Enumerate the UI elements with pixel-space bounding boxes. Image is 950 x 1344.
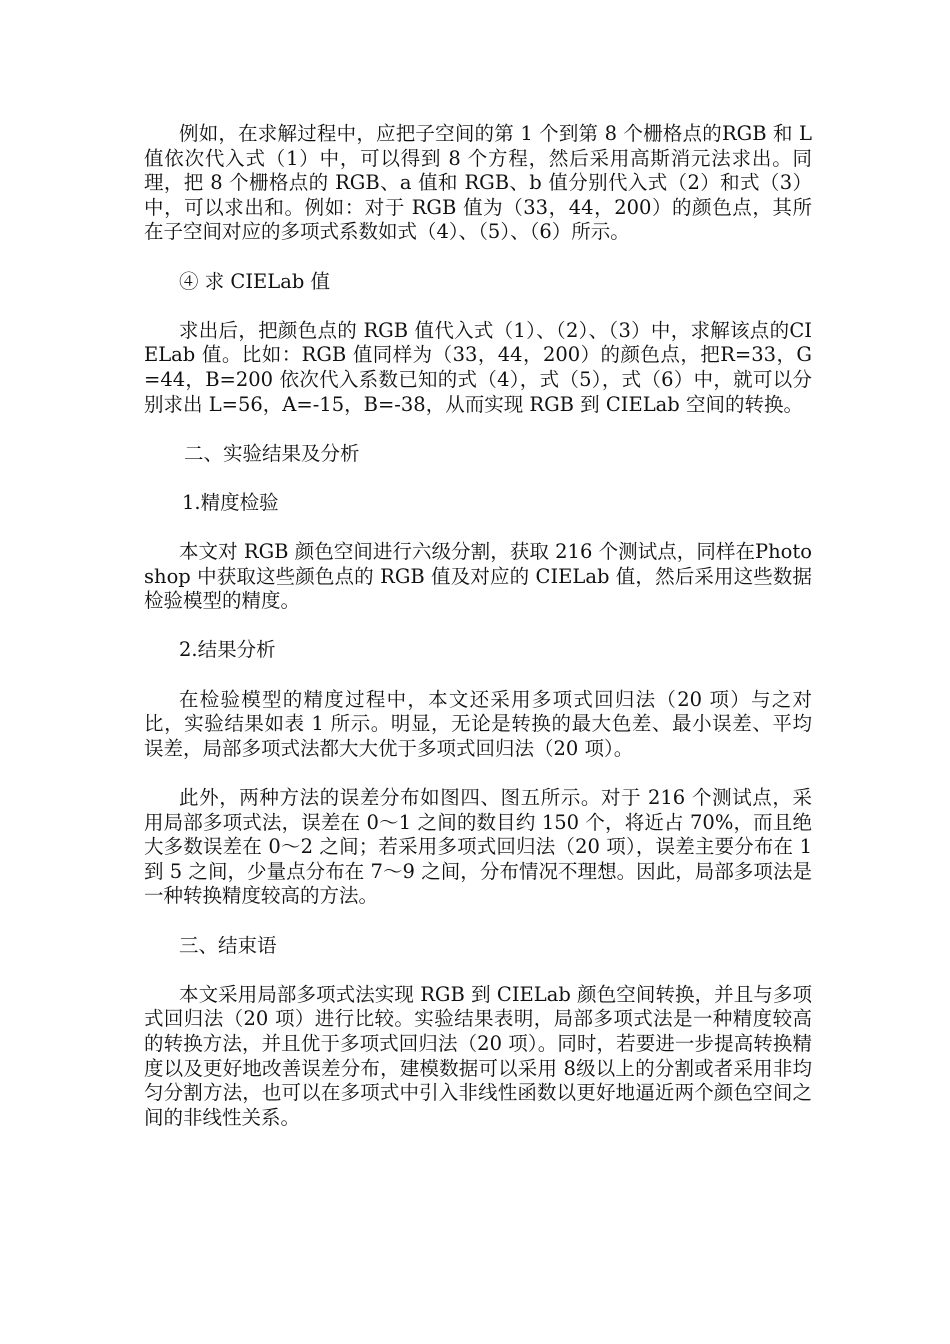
paragraph-error-distribution: 此外，两种方法的误差分布如图四、图五所示。对于 216 个测试点，采用局部多项式法，误差在 0～1 之间的数目约 150 个，将近占 70%，而且绝大多数误差在 0～2 之间；若采用多项式回归法（20 项），误差主要分布在 1 到 5 之间，少量点分布在 7～9 之间，分布情况不理想。因此，局部多项法是一种转换精度较高的方法。	[144, 786, 812, 908]
heading-accuracy-test: 1.精度检验	[182, 490, 279, 514]
paragraph-conclusion: 本文采用局部多项式法实现 RGB 到 CIELab 颜色空间转换，并且与多项式回归法（20 项）进行比较。实验结果表明，局部多项式法是一种精度较高的转换方法，并且优于多项式回归法（20 项）。同时，若要进一步提高转换精度以及更好地改善误差分布，建模数据可以采用 8级以上的分割或者采用非均匀分割方法，也可以在多项式中引入非线性函数以更好地逼近两个颜色空间之间的非线性关系。	[144, 982, 812, 1129]
document-body	[144, 122, 812, 1155]
paragraph-gaussian-elimination: 例如，在求解过程中，应把子空间的第 1 个到第 8 个栅格点的RGB 和 L 值依次代入式（1）中，可以得到 8 个方程，然后采用高斯消元法求出。同理，把 8 个栅格点的 RGB、a 值和 RGB、b 值分别代入式（2）和式（3）中，可以求出和。例如：对于 RGB 值为（33，44，200）的颜色点，其所在子空间对应的多项式系数如式（4）、（5）、（6）所示。	[144, 122, 812, 244]
paragraph-comparison: 在检验模型的精度过程中，本文还采用多项式回归法（20 项）与之对比，实验结果如表 1 所示。明显，无论是转换的最大色差、最小误差、平均误差，局部多项式法都大大优于多项式回归法（20 项）。	[144, 687, 812, 760]
heading-conclusion: 三、结束语	[179, 933, 277, 957]
heading-results-analysis: 二、实验结果及分析	[184, 441, 360, 465]
paragraph-cielab-example: 求出后，把颜色点的 RGB 值代入式（1）、（2）、（3）中，求解该点的CIELab 值。比如：RGB 值同样为（33，44，200）的颜色点，把R=33，G=44，B=200 依次代入系数已知的式（4），式（5），式（6）中，就可以分别求出 L=56，A=-15，B=-38，从而实现 RGB 到 CIELab 空间的转换。	[144, 318, 812, 416]
paragraph-accuracy-test: 本文对 RGB 颜色空间进行六级分割，获取 216 个测试点，同样在Photoshop 中获取这些颜色点的 RGB 值及对应的 CIELab 值，然后采用这些数据检验模型的精度。	[144, 540, 812, 613]
heading-find-cielab: ④ 求 CIELab 值	[179, 269, 331, 293]
heading-result-analysis: 2.结果分析	[179, 638, 276, 662]
